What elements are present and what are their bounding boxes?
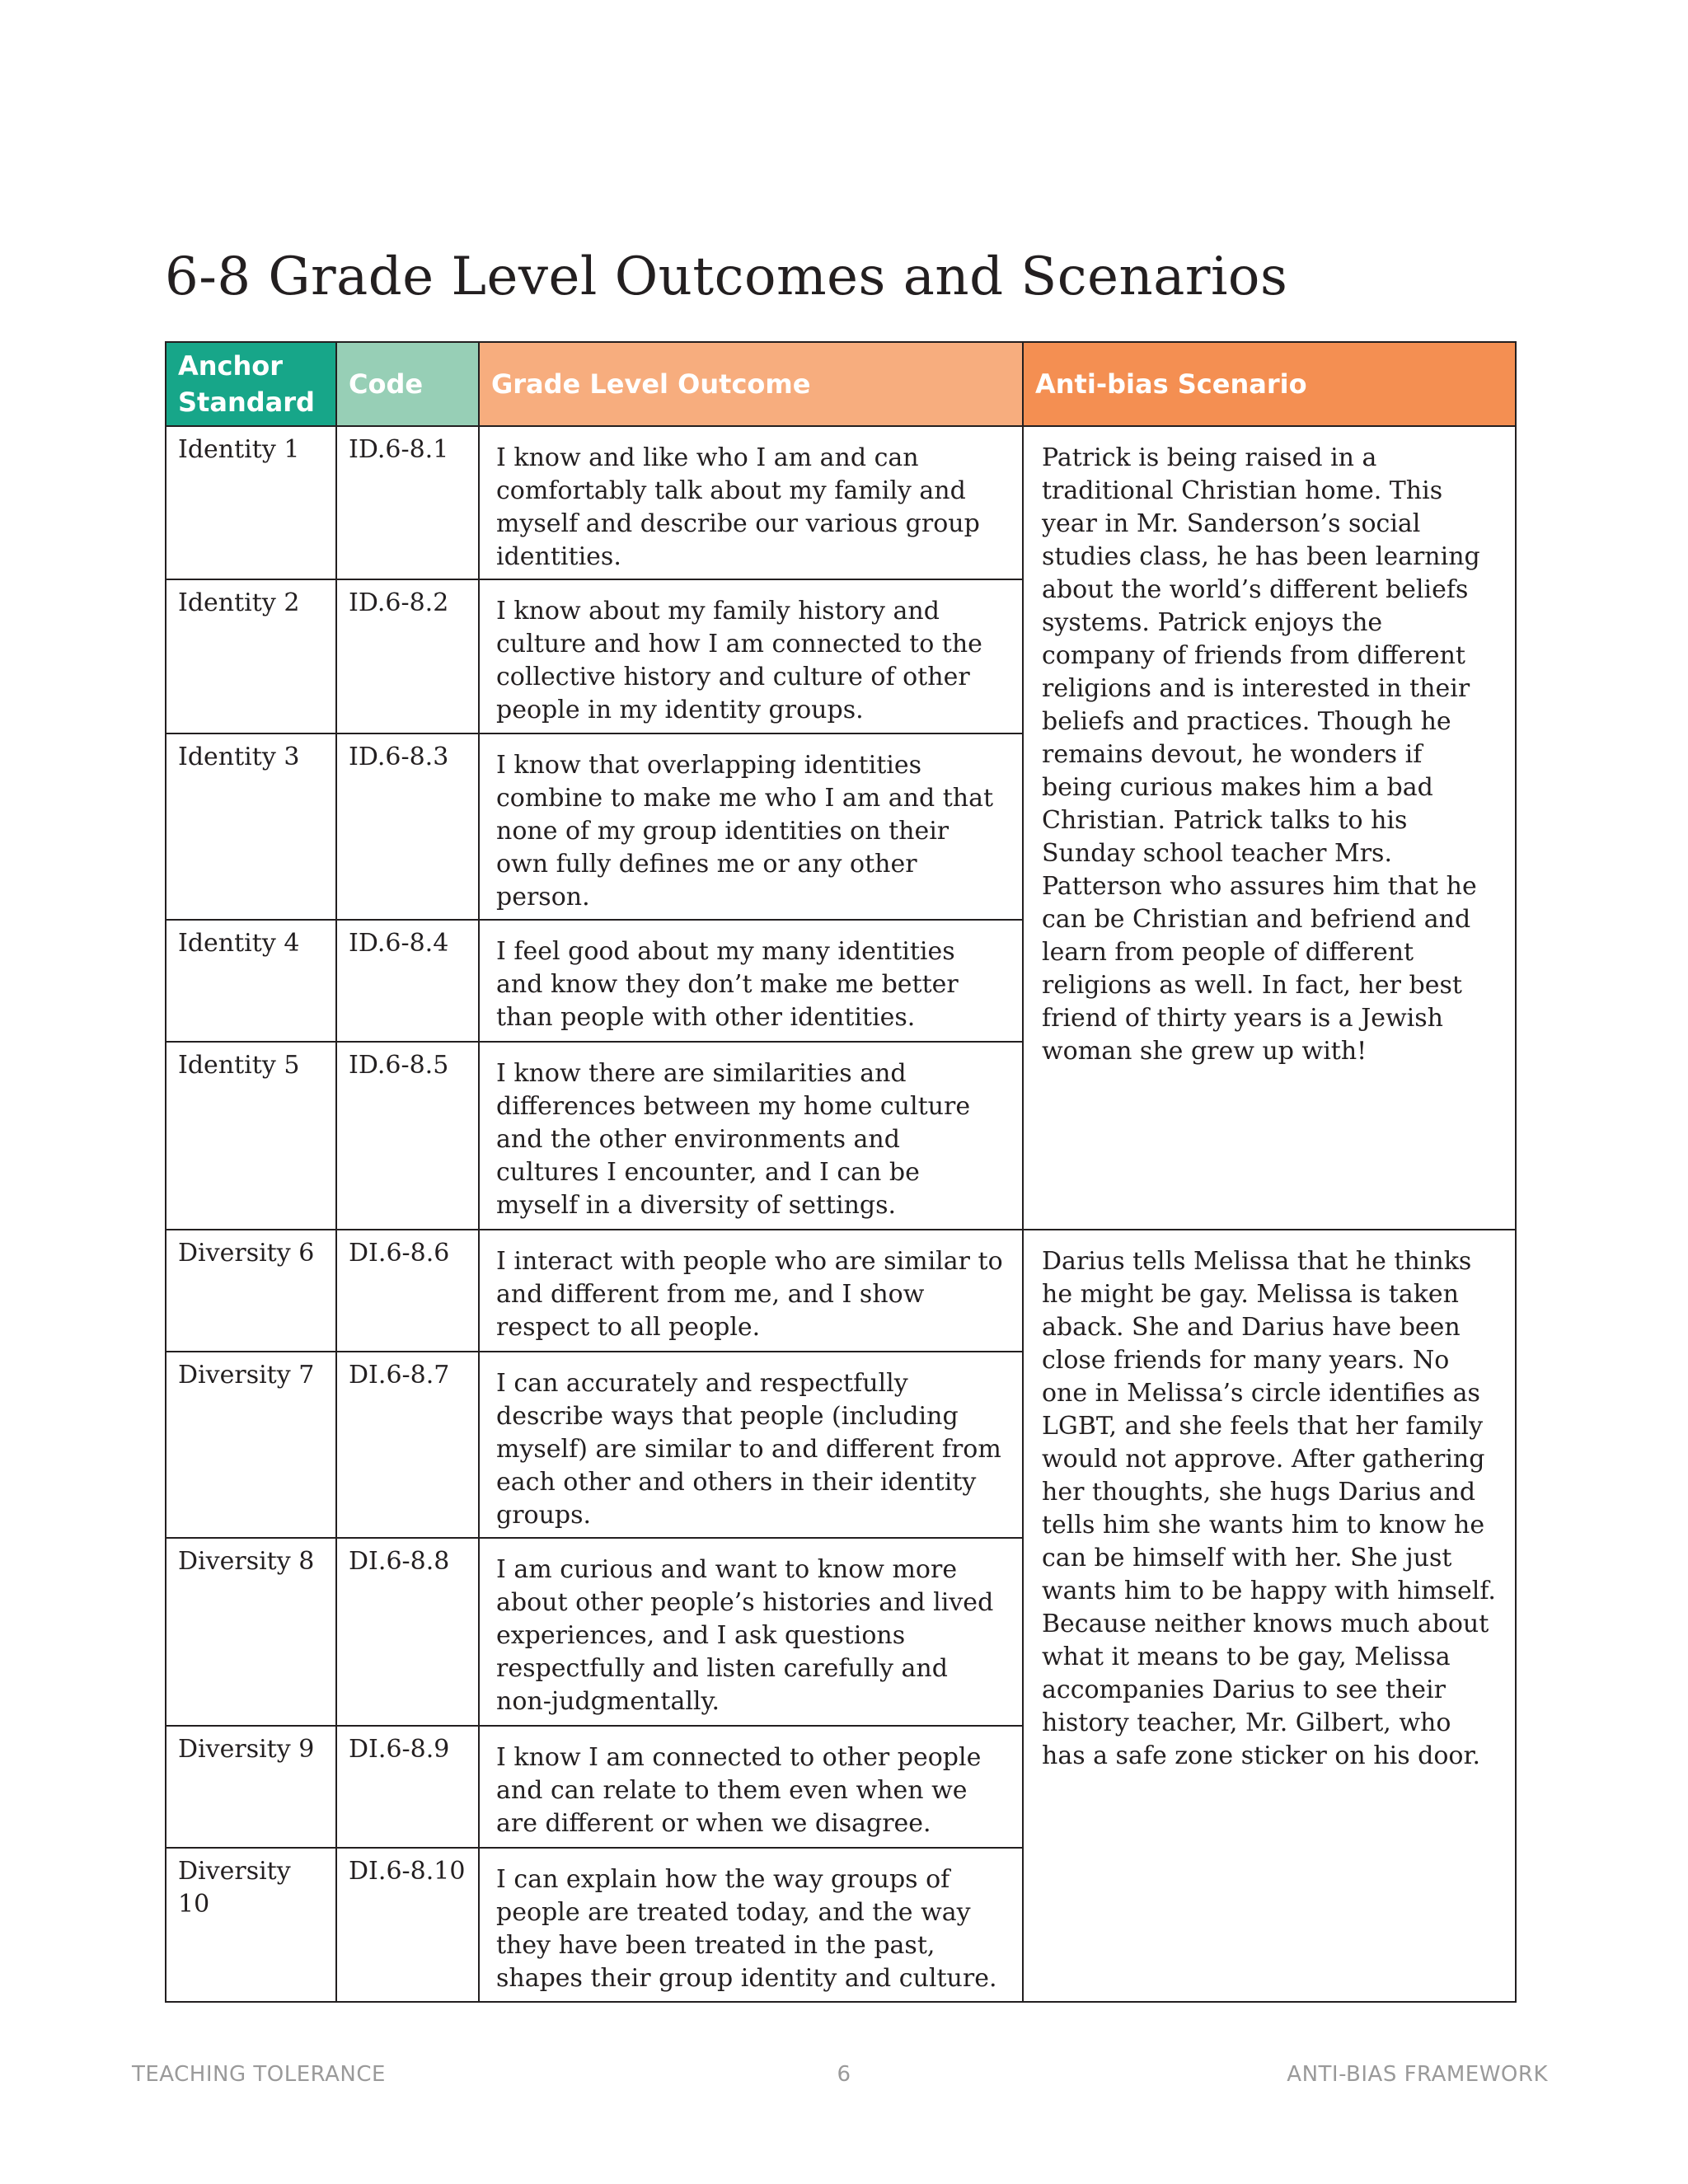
anchor-standard-cell: Diversity 6 <box>166 1230 336 1352</box>
anchor-standard-cell: Diversity 9 <box>166 1726 336 1848</box>
header-grade-level-outcome: Grade Level Outcome <box>479 342 1023 426</box>
code-cell: DI.6-8.8 <box>336 1538 479 1726</box>
code-cell: DI.6-8.7 <box>336 1352 479 1538</box>
outcome-cell: I know about my family history and culture and how I am connected to the collective history and culture of other people in my identity groups. <box>479 579 1023 733</box>
anchor-standard-cell: Identity 5 <box>166 1042 336 1230</box>
anchor-standard-cell: Identity 3 <box>166 733 336 920</box>
code-cell: DI.6-8.9 <box>336 1726 479 1848</box>
anchor-standard-cell: Diversity 8 <box>166 1538 336 1726</box>
header-anti-bias-scenario: Anti-bias Scenario <box>1023 342 1516 426</box>
code-cell: ID.6-8.3 <box>336 733 479 920</box>
header-anchor-standard: Anchor Standard <box>166 342 336 426</box>
code-cell: ID.6-8.1 <box>336 426 479 579</box>
outcome-cell: I can accurately and respectfully describe ways that people (including myself) are similar to and different from each other and others in their identity groups. <box>479 1352 1023 1538</box>
outcome-cell: I interact with people who are similar to and different from me, and I show respect to all people. <box>479 1230 1023 1352</box>
anchor-standard-cell: Identity 4 <box>166 920 336 1042</box>
code-cell: DI.6-8.10 <box>336 1848 479 2002</box>
footer-document-title: ANTI-BIAS FRAMEWORK <box>1287 2062 1548 2087</box>
footer-page-number: 6 <box>837 2062 851 2087</box>
page-title: 6-8 Grade Level Outcomes and Scenarios <box>165 246 1288 307</box>
table-row <box>166 1230 1516 1352</box>
anchor-standard-cell: Diversity 7 <box>166 1352 336 1538</box>
code-cell: ID.6-8.2 <box>336 579 479 733</box>
scenario-cell-diversity: Darius tells Melissa that he thinks he might be gay. Melissa is taken aback. She and Darius have been close friends for many years. No one in Melissa’s circle identifies as LGBT, and she feels that her family would not approve. After gathering her thoughts, she hugs Darius and tells him she wants him to know he can be himself with her. She just wants him to be happy with himself. Because neither knows much about what it means to be gay, Melissa accompanies Darius to see their history teacher, Mr. Gilbert, who has a safe zone sticker on his door. <box>1023 1230 1516 2002</box>
outcome-cell: I know there are similarities and differences between my home culture and the other environments and cultures I encounter, and I can be myself in a diversity of settings. <box>479 1042 1023 1230</box>
footer-publisher: TEACHING TOLERANCE <box>132 2062 386 2087</box>
header-code: Code <box>336 342 479 426</box>
code-cell: DI.6-8.6 <box>336 1230 479 1352</box>
outcome-cell: I know that overlapping identities combine to make me who I am and that none of my group identities on their own fully defines me or any other person. <box>479 733 1023 920</box>
code-cell: ID.6-8.4 <box>336 920 479 1042</box>
anchor-standard-cell: Identity 1 <box>166 426 336 579</box>
anchor-standard-cell: Diversity 10 <box>166 1848 336 2002</box>
code-cell: ID.6-8.5 <box>336 1042 479 1230</box>
outcome-cell: I am curious and want to know more about other people’s histories and lived experiences, and I ask questions respectfully and listen carefully and non-judgmentally. <box>479 1538 1023 1726</box>
outcomes-table <box>165 341 1517 2003</box>
outcome-cell: I know and like who I am and can comfortably talk about my family and myself and describe our various group identities. <box>479 426 1023 579</box>
anchor-standard-cell: Identity 2 <box>166 579 336 733</box>
table-row <box>166 426 1516 579</box>
outcome-cell: I can explain how the way groups of people are treated today, and the way they have been treated in the past, shapes their group identity and culture. <box>479 1848 1023 2002</box>
outcome-cell: I feel good about my many identities and know they don’t make me better than people with other identities. <box>479 920 1023 1042</box>
outcome-cell: I know I am connected to other people and can relate to them even when we are different or when we disagree. <box>479 1726 1023 1848</box>
table-header-row <box>166 342 1516 426</box>
scenario-cell-identity: Patrick is being raised in a traditional Christian home. This year in Mr. Sanderson’s social studies class, he has been learning about the world’s different beliefs systems. Patrick enjoys the company of friends from different religions and is interested in their beliefs and practices. Though he remains devout, he wonders if being curious makes him a bad Christian. Patrick talks to his Sunday school teacher Mrs. Patterson who assures him that he can be Christian and befriend and learn from people of different religions as well. In fact, her best friend of thirty years is a Jewish woman she grew up with! <box>1023 426 1516 1230</box>
